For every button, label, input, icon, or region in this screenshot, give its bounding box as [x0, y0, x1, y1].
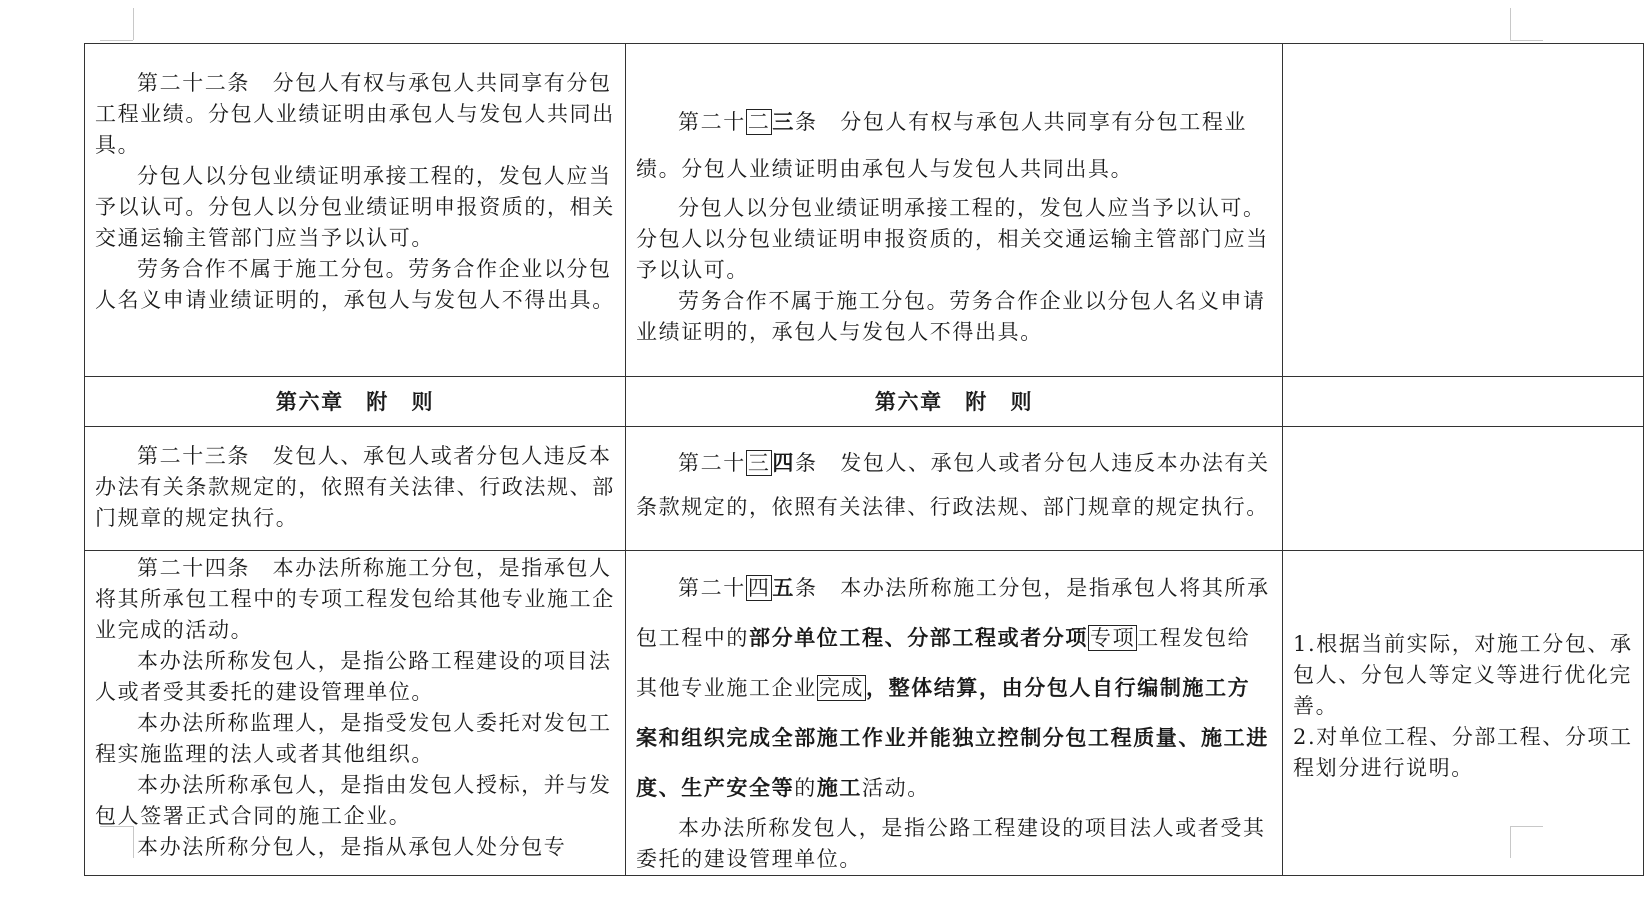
explanation-cell: [1283, 377, 1644, 427]
inserted-char: 四: [772, 450, 796, 475]
comparison-table: [84, 43, 1644, 876]
article-number-text: 第二十: [678, 110, 746, 134]
revised-text-cell: [626, 427, 1283, 551]
chapter-heading: 第六章 附 则: [626, 377, 1283, 427]
revised-paragraph: [636, 98, 1272, 193]
original-text-cell: [85, 44, 626, 377]
explanation-paragraph: 1.根据当前实际，对施工分包、承包人、分包人等定义等进行优化完善。: [1293, 632, 1633, 718]
revised-text: 活动。: [862, 776, 930, 800]
revised-text: 工程发包给其他专业施工企业: [636, 626, 1251, 700]
crop-mark: [1510, 40, 1543, 41]
original-text-cell: [85, 427, 626, 551]
original-paragraph: 本办法所称监理人，是指受发包人委托对发包工程实施监理的法人或者其他组织。: [95, 711, 612, 766]
table-row: [85, 427, 1644, 551]
deleted-char-box: 四: [747, 576, 771, 600]
revised-text-cell: [626, 44, 1283, 377]
crop-mark: [133, 8, 134, 40]
original-paragraph: 第二十三条 发包人、承包人或者分包人违反本办法有关条款规定的，依照有关法律、行政法规、部门规章的规定执行。: [95, 444, 615, 530]
deleted-text-box: 专项: [1090, 626, 1136, 650]
original-paragraph: 分包人以分包业绩证明承接工程的，发包人应当予以认可。分包人以分包业绩证明申报资质的，相关交通运输主管部门应当予以认可。: [95, 164, 615, 250]
original-paragraph: 第二十四条 本办法所称施工分包，是指承包人将其所承包工程中的专项工程发包给其他专业施工企业完成的活动。: [95, 556, 615, 642]
revised-text: 条 发包人、承包人或者分包人违反本办法有关条款规定的，依照有关法律、行政法规、部门规章的规定执行。: [636, 451, 1270, 519]
article-number-text: 第二十: [678, 451, 746, 475]
revised-paragraph: 分包人以分包业绩证明承接工程的，发包人应当予以认可。分包人以分包业绩证明申报资质的，相关交通运输主管部门应当予以认可。: [636, 196, 1269, 282]
explanation-paragraph: 2.对单位工程、分部工程、分项工程划分进行说明。: [1293, 725, 1633, 780]
deleted-char-box: 三: [747, 451, 771, 475]
inserted-text: 部分单位工程、分部工程或者分项: [749, 625, 1088, 650]
crop-mark: [100, 40, 133, 41]
explanation-cell: [1283, 44, 1644, 377]
revised-paragraph: [636, 441, 1272, 529]
original-paragraph: 本办法所称承包人，是指由发包人授标，并与发包人签署正式合同的施工企业。: [95, 773, 612, 828]
deleted-text-box: 完成: [818, 676, 865, 700]
table-row: [85, 44, 1644, 377]
chapter-row: [85, 377, 1644, 427]
original-paragraph: 本办法所称分包人，是指从承包人处分包专: [137, 835, 567, 859]
chapter-heading: 第六章 附 则: [85, 377, 626, 427]
original-paragraph: 劳务合作不属于施工分包。劳务合作企业以分包人名义申请业绩证明的，承包人与发包人不得出具。: [95, 257, 615, 312]
article-number-text: 第二十: [678, 576, 746, 600]
revised-paragraph: [636, 563, 1272, 813]
original-text-cell: [85, 551, 626, 876]
inserted-char: 三: [772, 109, 796, 134]
revised-paragraph: 劳务合作不属于施工分包。劳务合作企业以分包人名义申请业绩证明的，承包人与发包人不得出具。: [636, 289, 1266, 344]
inserted-char: 五: [772, 575, 796, 600]
table-row: [85, 551, 1644, 876]
original-paragraph: 本办法所称发包人，是指公路工程建设的项目法人或者受其委托的建设管理单位。: [95, 649, 612, 704]
crop-mark: [1510, 8, 1511, 40]
inserted-text: 施工: [816, 775, 863, 800]
deleted-char-box: 二: [747, 110, 771, 134]
revised-text-cell: [626, 551, 1283, 876]
revised-paragraph: 本办法所称发包人，是指公路工程建设的项目法人或者受其委托的建设管理单位。: [636, 816, 1266, 871]
revised-text: 的: [794, 776, 817, 800]
revised-text: 条 分包人有权与承包人共同享有分包工程业绩。分包人业绩证明由承包人与发包人共同出具。: [636, 110, 1248, 181]
explanation-cell: [1283, 551, 1644, 876]
explanation-cell: [1283, 427, 1644, 551]
original-paragraph: 第二十二条 分包人有权与承包人共同享有分包工程业绩。分包人业绩证明由承包人与发包人共同出具。: [95, 71, 615, 157]
inserted-text: ，整体结算，由分包人自行编制施工方案和组织完成全部施工作业并能独立控制分包工程质量、施工进度、生产安全等: [636, 675, 1269, 800]
revised-text: 条 本办法所称施工分包，是指承包人将其所承包工程中的: [636, 576, 1270, 650]
